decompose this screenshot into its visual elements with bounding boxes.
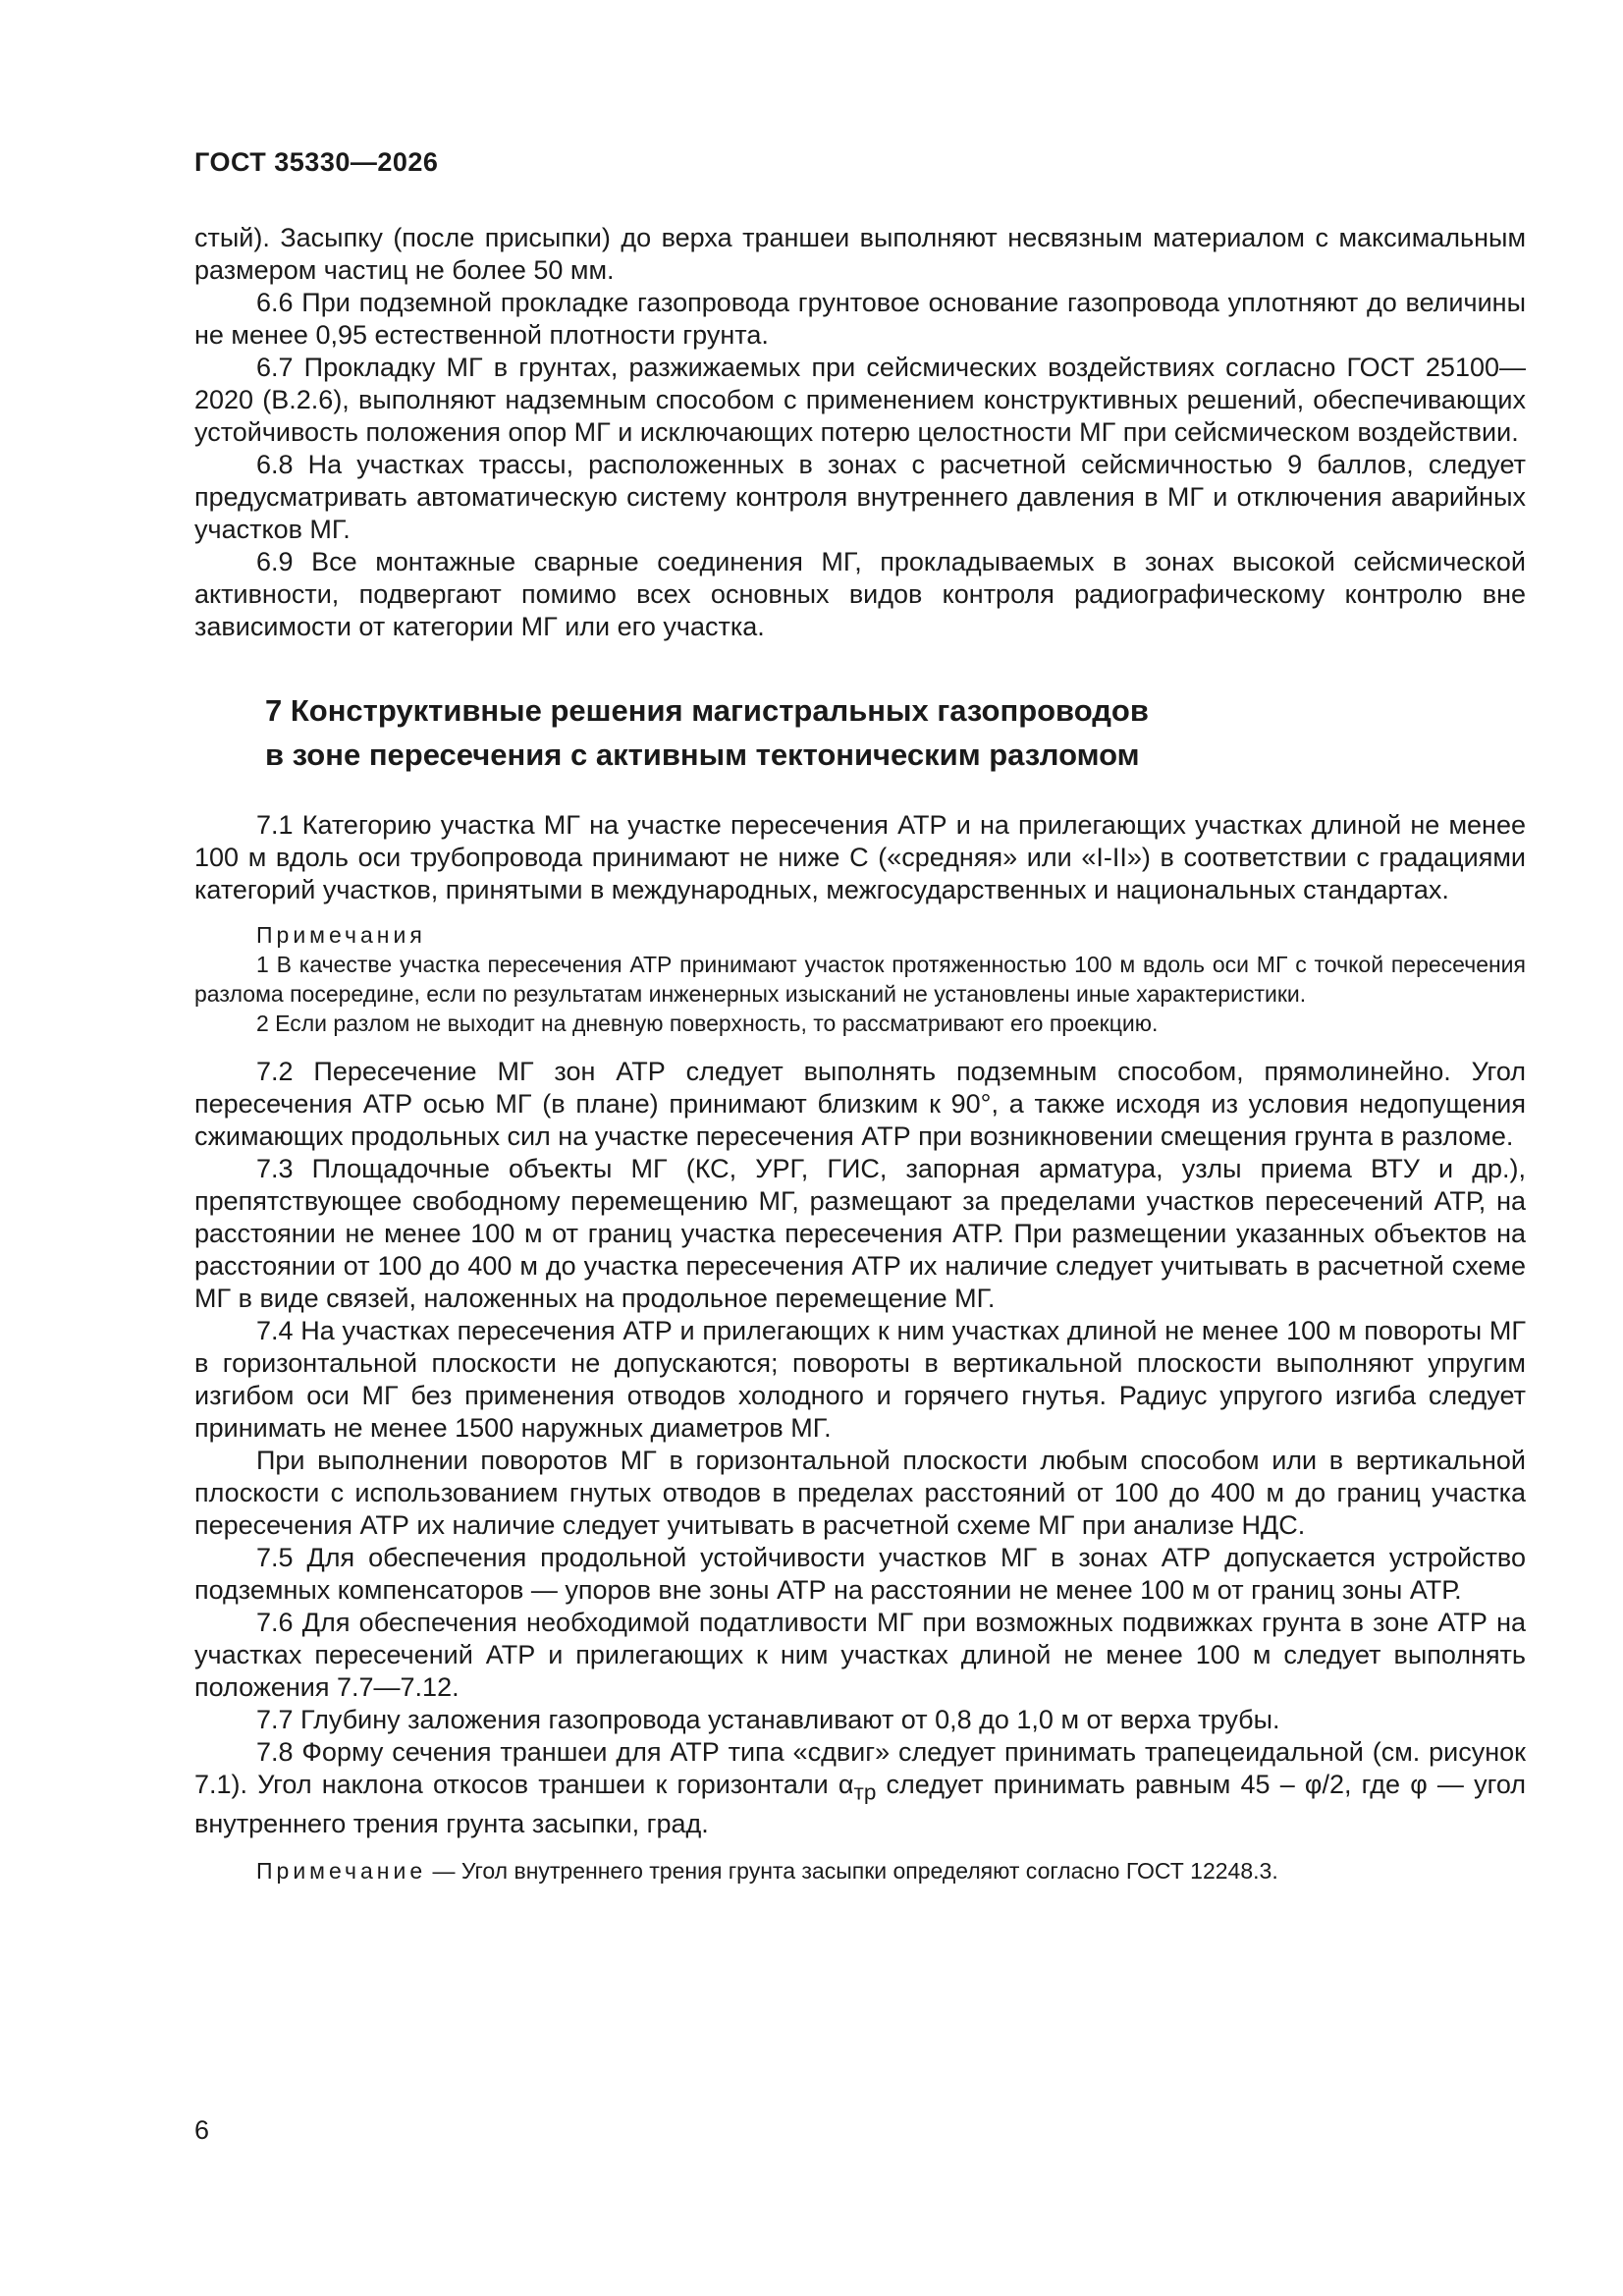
paragraph-7-3: 7.3 Площадочные объекты МГ (КС, УРГ, ГИС, запорная арматура, узлы приема ВТУ и др.), препятствующее свободному перемещению МГ, размещают за пределами участков пересечений АТР, на расстоянии не менее 100 м от границ участка пересечения АТР. При размещении указанных объектов на расстоянии от 100 до 400 м до участка пересечения АТР их наличие следует учитывать в расчетной схеме МГ в виде связей, наложенных на продольное перемещение МГ. bbox=[194, 1154, 1526, 1313]
paragraph-7-1: 7.1 Категорию участка МГ на участке пересечения АТР и на прилегающих участках длиной не менее 100 м вдоль оси трубопровода принимают не ниже С («средняя» или «I-II») в соответствии с градациями категорий участков, принятыми в международных, межгосударственных и национальных стандартах. bbox=[194, 810, 1526, 904]
paragraph-7-4: 7.4 На участках пересечения АТР и прилегающих к ним участках длиной не менее 100 м повороты МГ в горизонтальной плоскости не допускаются; повороты в вертикальной плоскости выполняют упругим изгибом оси МГ без применения отводов холодного и горячего гнутья. Радиус упругого изгиба следует принимать не менее 1500 наружных диаметров МГ. bbox=[194, 1316, 1526, 1443]
note-item-2: 2 Если разлом не выходит на дневную поверхность, то рассматривают его проекцию. bbox=[256, 1011, 1159, 1036]
notes-block bbox=[194, 920, 1526, 1038]
p78-part-1: 7.8 Форму сечения траншеи для АТР типа «сдвиг» следует принимать трапецеидальной (см. рисунок 7.1). Угол наклона откосов траншеи к горизонтали bbox=[194, 1737, 1526, 1799]
paragraph-6-6: 6.6 При подземной прокладке газопровода грунтовое основание газопровода уплотняют до величины не менее 0,95 естественной плотности грунта. bbox=[194, 288, 1526, 350]
notes-heading: Примечания bbox=[256, 922, 426, 948]
p78-part-3: /2, где bbox=[1322, 1770, 1411, 1799]
page-number: 6 bbox=[194, 2115, 210, 2145]
section-title-line-2: в зоне пересечения с активным тектоническим разломом bbox=[265, 738, 1140, 772]
p78-part-4: — угол внутреннего трения грунта засыпки, град. bbox=[194, 1770, 1527, 1839]
paragraph-7-8 bbox=[194, 1736, 1526, 1840]
note-item-1: 1 В качестве участка пересечения АТР принимают участок протяженностью 100 м вдоль оси МГ с точкой пересечения разлома посередине, если по результатам инженерных изысканий не установлены иные характеристики. bbox=[194, 952, 1526, 1007]
final-note bbox=[194, 1856, 1526, 1886]
paragraph-6-7: 6.7 Прокладку МГ в грунтах, разжижаемых при сейсмических воздействиях согласно ГОСТ 25100—2020 (В.2.6), выполняют надземным способом с применением конструктивных решений, обеспечивающих устойчивость положения опор МГ и исключающих потерю целостности МГ при сейсмическом воздействии. bbox=[194, 353, 1526, 447]
alpha-subscript: тр bbox=[853, 1779, 877, 1805]
paragraphs-before-section bbox=[194, 222, 1526, 643]
paragraph-6-8: 6.8 На участках трассы, расположенных в зонах с расчетной сейсмичностью 9 баллов, следует предусматривать автоматическую систему контроля внутреннего давления в МГ и отключения аварийных участков МГ. bbox=[194, 450, 1526, 544]
paragraph-7-7: 7.7 Глубину заложения газопровода устанавливают от 0,8 до 1,0 м от верха трубы. bbox=[256, 1705, 1280, 1734]
document-body bbox=[194, 222, 1526, 1886]
paragraph-7-4-continued: При выполнении поворотов МГ в горизонтальной плоскости любым способом или в вертикальной плоскости с использованием гнутых отводов в пределах расстояний от 100 до 400 м до границ участка пересечения АТР их наличие следует учитывать в расчетной схеме МГ при анализе НДС. bbox=[194, 1446, 1526, 1540]
phi-symbol: φ bbox=[1410, 1770, 1428, 1799]
final-note-text: — Угол внутреннего трения грунта засыпки определяют согласно ГОСТ 12248.3. bbox=[426, 1858, 1278, 1885]
document-code-header: ГОСТ 35330—2026 bbox=[194, 147, 439, 177]
section-7-title bbox=[265, 688, 1526, 777]
alpha-symbol: α bbox=[838, 1770, 854, 1799]
final-note-label: Примечание bbox=[256, 1858, 427, 1885]
paragraph: стый). Засыпку (после присыпки) до верха траншеи выполняют несвязным материалом с максимальным размером частиц не более 50 мм. bbox=[194, 223, 1526, 285]
section-title-line-1: 7 Конструктивные решения магистральных газопроводов bbox=[265, 693, 1149, 728]
document-page bbox=[194, 0, 1526, 2296]
p78-part-2: следует принимать равным 45 – bbox=[876, 1770, 1305, 1799]
phi-symbol: φ bbox=[1304, 1770, 1323, 1799]
paragraph-7-6: 7.6 Для обеспечения необходимой податливости МГ при возможных подвижках грунта в зоне АТР на участках пересечений АТР и прилегающих к ним участках длиной не менее 100 м следует выполнять положения 7.7—7.12. bbox=[194, 1608, 1526, 1702]
paragraph-7-2: 7.2 Пересечение МГ зон АТР следует выполнять подземным способом, прямолинейно. Угол пересечения АТР осью МГ (в плане) принимают близким к 90°, а также исходя из условия недопущения сжимающих продольных сил на участке пересечения АТР при возникновении смещения грунта в разломе. bbox=[194, 1057, 1526, 1151]
paragraph-7-5: 7.5 Для обеспечения продольной устойчивости участков МГ в зонах АТР допускается устройство подземных компенсаторов — упоров вне зоны АТР на расстоянии не менее 100 м от границ зоны АТР. bbox=[194, 1543, 1526, 1605]
paragraphs-after-notes bbox=[194, 1056, 1526, 1736]
paragraph-6-9: 6.9 Все монтажные сварные соединения МГ, прокладываемых в зонах высокой сейсмической активности, подвергают помимо всех основных видов контроля радиографическому контролю вне зависимости от категории МГ или его участка. bbox=[194, 547, 1526, 641]
